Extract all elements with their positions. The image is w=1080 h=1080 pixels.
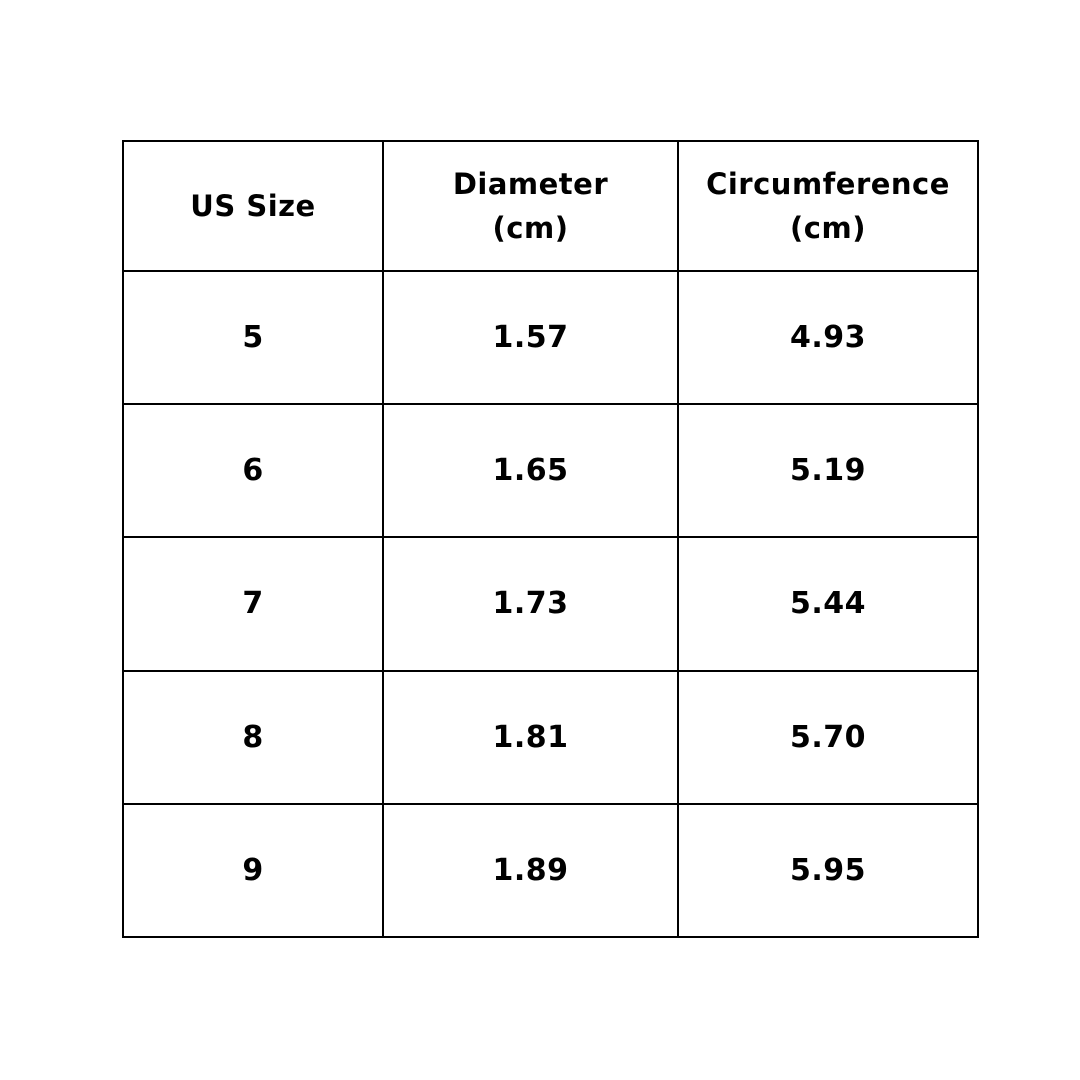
header-cell-diameter: [383, 141, 678, 271]
table-row: [123, 271, 978, 404]
cell-us-size: 6: [123, 404, 383, 537]
cell-us-size: 7: [123, 537, 383, 670]
cell-circumference: 4.93: [678, 271, 978, 404]
header-cell-us-size: [123, 141, 383, 271]
cell-us-size: 5: [123, 271, 383, 404]
header-circumference-unit: (cm): [790, 211, 866, 245]
header-row: [123, 141, 978, 271]
table-row: [123, 671, 978, 804]
cell-diameter: 1.89: [383, 804, 678, 937]
cell-diameter: 1.73: [383, 537, 678, 670]
header-diameter-label: Diameter: [452, 167, 609, 201]
cell-diameter: 1.81: [383, 671, 678, 804]
cell-us-size: 8: [123, 671, 383, 804]
header-circumference-label: Circumference: [706, 167, 950, 201]
cell-circumference: 5.44: [678, 537, 978, 670]
cell-diameter: 1.57: [383, 271, 678, 404]
table-row: [123, 404, 978, 537]
cell-circumference: 5.70: [678, 671, 978, 804]
header-cell-circumference: [678, 141, 978, 271]
table-row: [123, 804, 978, 937]
table-header: [123, 141, 978, 271]
ring-size-table: [122, 140, 979, 938]
cell-diameter: 1.65: [383, 404, 678, 537]
table-row: [123, 537, 978, 670]
header-us-size-label: US Size: [190, 189, 316, 223]
cell-circumference: 5.19: [678, 404, 978, 537]
cell-us-size: 9: [123, 804, 383, 937]
cell-circumference: 5.95: [678, 804, 978, 937]
header-diameter-unit: (cm): [492, 211, 569, 245]
table-body: [123, 271, 978, 937]
